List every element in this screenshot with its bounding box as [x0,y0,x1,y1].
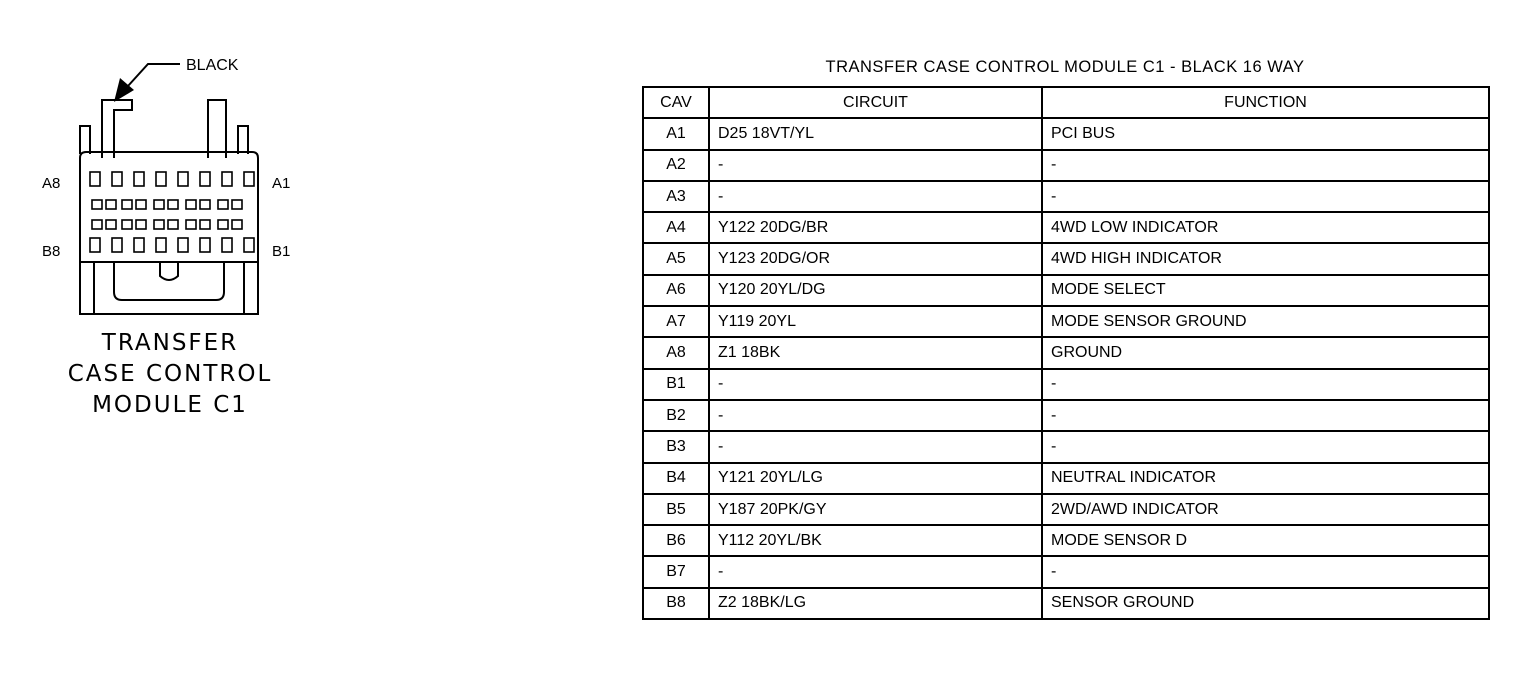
pin-cavity [178,172,188,186]
pin-cavity [156,238,166,252]
cell-function: GROUND [1042,337,1489,368]
pin-cavity-small [106,220,116,229]
cell-circuit: Y187 20PK/GY [709,494,1042,525]
pin-cavity-small [232,200,242,209]
table-row [643,212,1489,243]
pin-cavity-small [232,220,242,229]
table-row [643,556,1489,587]
pin-cavity-small [200,220,210,229]
cell-circuit: Z1 18BK [709,337,1042,368]
pin-cavity-small [136,200,146,209]
pinout-table [642,86,1490,620]
pin-cavity-small [122,220,132,229]
black-label-leader [128,64,180,86]
connector-title-line-3: MODULE C1 [92,392,248,418]
cell-cav: B7 [643,556,709,587]
cell-function: 4WD HIGH INDICATOR [1042,243,1489,274]
pin-cavity [222,238,232,252]
table-row [643,431,1489,462]
cell-circuit: - [709,556,1042,587]
cell-cav: B8 [643,588,709,619]
connector-title-line-1: TRANSFER [101,330,239,356]
cell-function: - [1042,400,1489,431]
pin-cavity-small [218,220,228,229]
header-cav: CAV [643,87,709,118]
connector-skirt [80,262,258,314]
cell-cav: A4 [643,212,709,243]
pin-cavity [134,238,144,252]
pin-cavity [90,172,100,186]
pin-cavity-small [106,200,116,209]
pin-cavity-small [186,200,196,209]
cell-circuit: Y120 20YL/DG [709,275,1042,306]
cell-cav: B2 [643,400,709,431]
table-row [643,369,1489,400]
cell-cav: A5 [643,243,709,274]
cell-circuit: - [709,369,1042,400]
pin-cavity [244,238,254,252]
cell-circuit: Y121 20YL/LG [709,463,1042,494]
connector-key-notch [160,262,178,280]
table-row [643,337,1489,368]
cell-cav: A1 [643,118,709,149]
pin-cavity-grid [90,172,254,252]
cell-cav: A6 [643,275,709,306]
table-row [643,275,1489,306]
cell-cav: A7 [643,306,709,337]
connector-skirt-inner [94,262,244,314]
cell-circuit: Y122 20DG/BR [709,212,1042,243]
table-row [643,306,1489,337]
connector-title [40,328,300,421]
pin-cavity-small [218,200,228,209]
pin-label-b8: B8 [42,243,61,260]
cell-function: 4WD LOW INDICATOR [1042,212,1489,243]
pin-cavity [244,172,254,186]
table-row [643,243,1489,274]
pin-cavity [222,172,232,186]
pin-cavity-small [154,200,164,209]
pin-cavity [90,238,100,252]
cell-cav: B5 [643,494,709,525]
pin-cavity [178,238,188,252]
pin-cavity [112,238,122,252]
pin-cavity [134,172,144,186]
cell-circuit: - [709,431,1042,462]
cell-circuit: - [709,150,1042,181]
cell-circuit: - [709,181,1042,212]
cell-function: 2WD/AWD INDICATOR [1042,494,1489,525]
cell-circuit: Y123 20DG/OR [709,243,1042,274]
connector-left-guide [80,126,90,154]
cell-circuit: - [709,400,1042,431]
pin-cavity-small [136,220,146,229]
cell-function: NEUTRAL INDICATOR [1042,463,1489,494]
table-row [643,588,1489,619]
pin-label-b1: B1 [272,243,291,260]
table-row [643,463,1489,494]
cell-function: - [1042,181,1489,212]
table-row [643,181,1489,212]
pin-cavity [200,172,210,186]
cell-function: - [1042,150,1489,181]
pin-label-a1: A1 [272,175,291,192]
cell-function: - [1042,431,1489,462]
cell-cav: B1 [643,369,709,400]
pin-cavity-small [186,220,196,229]
table-row [643,525,1489,556]
pin-cavity-small [92,200,102,209]
cell-function: MODE SELECT [1042,275,1489,306]
connector-right-guide [238,126,248,154]
pin-cavity-small [168,220,178,229]
cell-circuit: Y112 20YL/BK [709,525,1042,556]
cell-cav: B6 [643,525,709,556]
pin-cavity-small [122,200,132,209]
cell-function: MODE SENSOR GROUND [1042,306,1489,337]
cell-circuit: Y119 20YL [709,306,1042,337]
table-header-row [643,87,1489,118]
cell-cav: A2 [643,150,709,181]
cell-function: - [1042,369,1489,400]
table-row [643,150,1489,181]
cell-circuit: Z2 18BK/LG [709,588,1042,619]
connector-right-latch [208,100,226,158]
header-function: FUNCTION [1042,87,1489,118]
cell-function: MODE SENSOR D [1042,525,1489,556]
connector-left-latch [102,100,132,158]
cell-cav: B3 [643,431,709,462]
cell-cav: A3 [643,181,709,212]
cell-cav: B4 [643,463,709,494]
table-row [643,400,1489,431]
pin-cavity-small [154,220,164,229]
cell-function: PCI BUS [1042,118,1489,149]
connector-title-line-2: CASE CONTROL [67,361,273,387]
table-title: TRANSFER CASE CONTROL MODULE C1 - BLACK 16 WAY [825,58,1305,76]
cell-function: - [1042,556,1489,587]
pin-cavity [156,172,166,186]
header-circuit: CIRCUIT [709,87,1042,118]
table-row [643,118,1489,149]
cell-cav: A8 [643,337,709,368]
pin-cavity [200,238,210,252]
cell-circuit: D25 18VT/YL [709,118,1042,149]
pin-cavity-small [92,220,102,229]
table-row [643,494,1489,525]
cell-function: SENSOR GROUND [1042,588,1489,619]
connector-color-label: BLACK [186,57,239,74]
pin-label-a8: A8 [42,175,61,192]
pin-cavity [112,172,122,186]
pin-cavity-small [200,200,210,209]
pin-cavity-small [168,200,178,209]
